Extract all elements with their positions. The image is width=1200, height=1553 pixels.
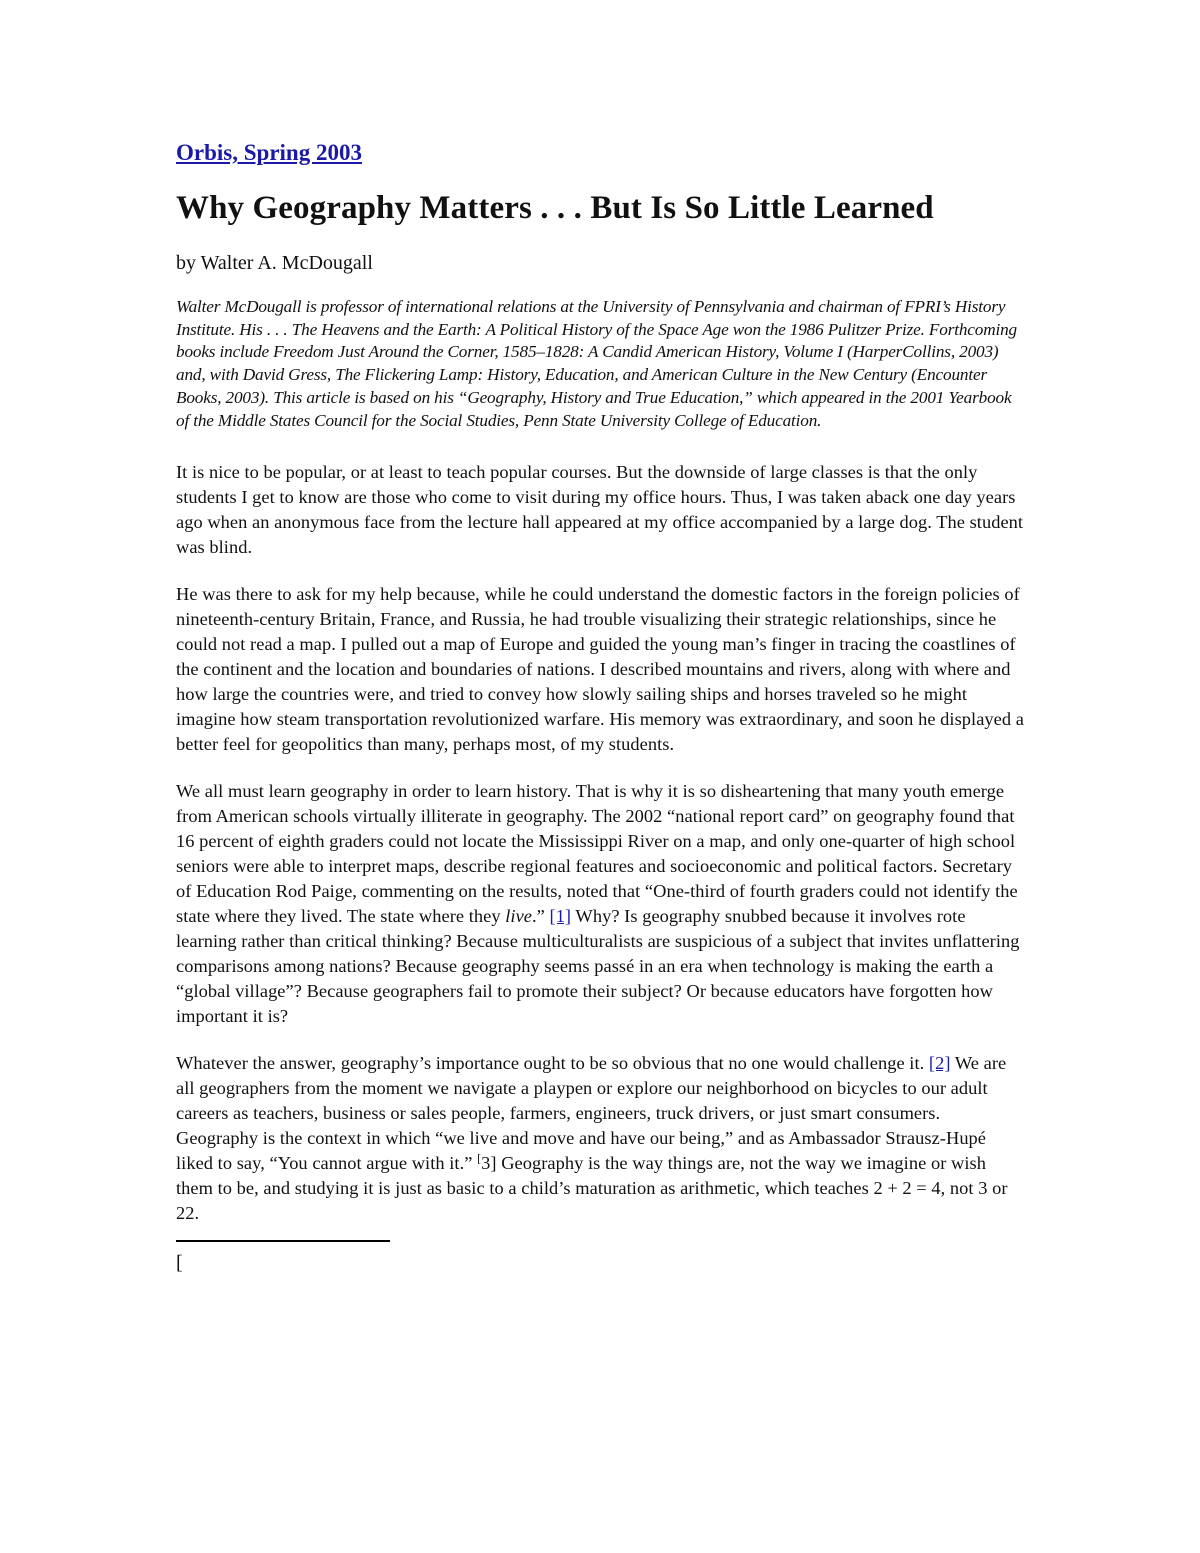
paragraph-3-emphasis: live <box>505 906 532 927</box>
paragraph-4 <box>176 1051 1026 1226</box>
paragraph-3-text-a: We all must learn geography in order to learn history. That is why it is so disheartening that many youth emerge from American schools virtually illiterate in geography. The 2002 “national report card” on geography found that 16 percent of eighth graders could not locate the Mississippi River on a map, and only one-quarter of high school seniors were able to interpret maps, describe regional features and socioeconomic and political factors. Secretary of Education Rod Paige, commenting on the results, noted that “One-third of fourth graders could not identify the state where they lived. The state where they <box>176 781 1018 927</box>
footnote-link-1[interactable]: [1] <box>549 906 572 927</box>
footnote-marker-3: [ <box>477 1151 482 1166</box>
footnote-start: [ <box>176 1252 183 1275</box>
paragraph-1: It is nice to be popular, or at least to teach popular courses. But the downside of large classes is that the only students I get to know are those who come to visit during my office hours. Thus, I was taken aback one day years ago when an anonymous face from the lecture hall appeared at my office accompanied by a large dog. The student was blind. <box>176 462 1024 558</box>
paragraph-3-text-c: Why? Is geography snubbed because it involves rote learning rather than critical thinking? Because multiculturalists are suspicious of a subject that invites unflattering comparisons among nations? Because geography seems passé in an era when technology is making the earth a “global village”? Because geographers fail to promote their subject? Or because educators have forgotten how important it is? <box>176 906 1020 1027</box>
byline: by Walter A. McDougall <box>176 252 373 274</box>
paragraph-4-text-b: We are all geographers from the moment we navigate a playpen or explore our neighborhood on bicycles to our adult careers as teachers, business or sales people, farmers, engineers, truck drivers, or just smart consumers. Geography is the context in which “we live and move and have our being,” and as Ambassador Strausz-Hupé liked to say, “You cannot argue with it.” <box>176 1053 1007 1174</box>
paragraph-4-text-c: 3] Geography is the way things are, not the way we imagine or wish them to be, and studying it is just as basic to a child’s maturation as arithmetic, which teaches 2 + 2 = 4, not 3 or 22. <box>176 1153 1008 1224</box>
document-page <box>176 140 1026 1276</box>
paragraph-3-text-b: .” <box>532 906 550 927</box>
author-bio: Walter McDougall is professor of international relations at the University of Pennsylvania and chairman of FPRI’s History Institute. His . . . The Heavens and the Earth: A Political History of the Space Age won the 1986 Pulitzer Prize. Forthcoming books include Freedom Just Around the Corner, 1585–1828: A Candid American History, Volume I (HarperCollins, 2003) and, with David Gress, The Flickering Lamp: History, Education, and American Culture in the New Century (Encounter Books, 2003). This article is based on his “Geography, History and True Education,” which appeared in the 2001 Yearbook of the Middle States Council for the Social Studies, Penn State University College of Education. <box>176 297 1018 430</box>
paragraph-4-text-a: Whatever the answer, geography’s importance ought to be so obvious that no one would challenge it. <box>176 1053 929 1074</box>
paragraph-3 <box>176 779 1026 1029</box>
footnote-divider <box>176 1240 390 1242</box>
article-title: Why Geography Matters . . . But Is So Little Learned <box>176 190 934 226</box>
source-link[interactable]: Orbis, Spring 2003 <box>176 140 362 165</box>
footnote-link-2[interactable]: [2] <box>928 1053 951 1074</box>
paragraph-2: He was there to ask for my help because, while he could understand the domestic factors in the foreign policies of nineteenth-century Britain, France, and Russia, he had trouble visualizing their strategic relationships, since he could not read a map. I pulled out a map of Europe and guided the young man’s finger in tracing the coastlines of the continent and the location and boundaries of nations. I described mountains and rivers, along with where and how large the countries were, and tried to convey how slowly sailing ships and horses traveled so he might imagine how steam transportation revolutionized warfare. His memory was extraordinary, and soon he displayed a better feel for geopolitics than many, perhaps most, of my students. <box>176 584 1024 755</box>
